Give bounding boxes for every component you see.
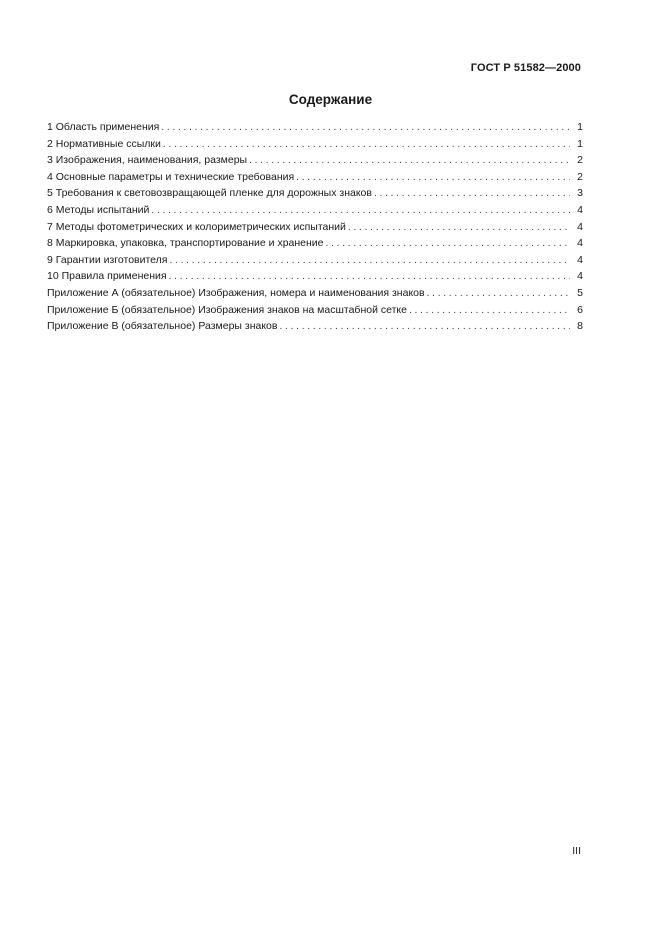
toc-entry-page: 2 bbox=[577, 154, 583, 167]
toc-entry bbox=[47, 320, 583, 337]
toc-leader-dots bbox=[161, 122, 570, 133]
toc-entry-page: 4 bbox=[577, 203, 583, 216]
toc-leader-dots bbox=[163, 139, 570, 150]
toc-entry-title: 3 Изображения, наименования, размеры bbox=[47, 154, 248, 167]
toc-entry-page: 4 bbox=[577, 237, 583, 250]
page-number: III bbox=[572, 845, 581, 857]
toc-leader-dots bbox=[169, 255, 570, 266]
toc-entry bbox=[47, 304, 583, 321]
toc-entry-page: 4 bbox=[577, 220, 583, 233]
toc-entry-title: 4 Основные параметры и технические требования bbox=[47, 170, 295, 183]
toc-entry bbox=[47, 154, 583, 171]
toc-entry-title: 8 Маркировка, упаковка, транспортирование и хранение bbox=[47, 237, 324, 250]
toc-entry-title: 6 Методы испытаний bbox=[47, 203, 150, 216]
toc-entry bbox=[47, 254, 583, 271]
toc-leader-dots bbox=[348, 222, 570, 233]
toc-entry bbox=[47, 270, 583, 287]
toc-entry bbox=[47, 187, 583, 204]
toc-leader-dots bbox=[409, 305, 570, 316]
toc-leader-dots bbox=[296, 172, 570, 183]
toc-entry bbox=[47, 171, 583, 188]
toc-entry-title: Приложение В (обязательное) Размеры знаков bbox=[47, 320, 278, 333]
toc-entry-title: Приложение Б (обязательное) Изображения знаков на масштабной сетке bbox=[47, 303, 407, 316]
toc-entry-title: Приложение А (обязательное) Изображения, номера и наименования знаков bbox=[47, 286, 425, 299]
toc-title: Содержание bbox=[288, 92, 373, 107]
toc-entry bbox=[47, 204, 583, 221]
toc-entry bbox=[47, 138, 583, 155]
toc-leader-dots bbox=[427, 288, 570, 299]
toc-entry bbox=[47, 287, 583, 304]
toc-entry-page: 1 bbox=[577, 121, 583, 133]
toc-entry-page: 4 bbox=[577, 253, 583, 266]
toc-entry-page: 2 bbox=[577, 170, 583, 183]
toc-entry bbox=[47, 221, 583, 238]
document-header: ГОСТ Р 51582—2000 bbox=[470, 62, 581, 74]
toc-entry-page: 1 bbox=[577, 137, 583, 150]
toc-entry-title: 7 Методы фотометрических и колориметрических испытаний bbox=[47, 220, 346, 233]
toc-leader-dots bbox=[326, 238, 570, 249]
toc-entry-title: 1 Область применения bbox=[47, 121, 160, 133]
toc-leader-dots bbox=[169, 271, 570, 282]
toc-entry-page: 6 bbox=[577, 303, 583, 316]
toc-entry-title: 9 Гарантии изготовителя bbox=[47, 253, 168, 266]
toc-entry-title: 10 Правила применения bbox=[47, 270, 167, 283]
toc-entry bbox=[47, 121, 583, 138]
toc-entry bbox=[47, 237, 583, 254]
toc-leader-dots bbox=[249, 155, 570, 166]
toc-entry-page: 4 bbox=[577, 270, 583, 283]
toc-leader-dots bbox=[374, 188, 570, 199]
toc-list bbox=[47, 121, 583, 337]
toc-leader-dots bbox=[279, 321, 570, 332]
toc-entry-title: 5 Требования к световозвращающей пленке для дорожных знаков bbox=[47, 187, 372, 200]
toc-entry-page: 3 bbox=[577, 187, 583, 200]
toc-entry-page: 8 bbox=[577, 320, 583, 333]
toc-entry-title: 2 Нормативные ссылки bbox=[47, 137, 161, 150]
toc-entry-page: 5 bbox=[577, 286, 583, 299]
toc-leader-dots bbox=[151, 205, 570, 216]
